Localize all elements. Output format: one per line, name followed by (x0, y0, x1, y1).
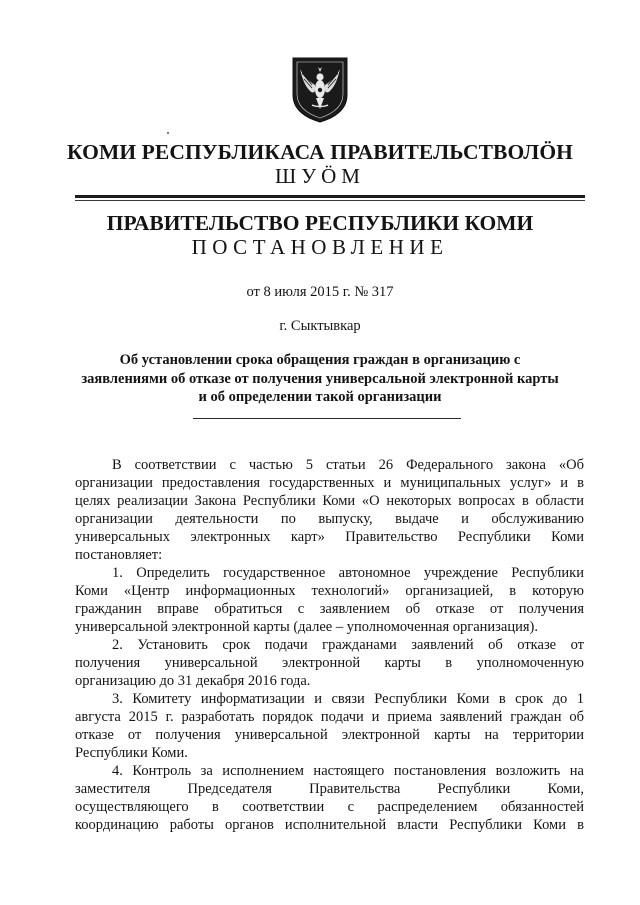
body-text-line: В соответствии с частью 5 статьи 26 Федерального закона «Об (112, 457, 584, 473)
body-text-line: 1. Определить государственное автономное учреждение Республики (112, 565, 584, 581)
body-text-line: Коми «Центр информационных технологий» организацией, в которую (75, 583, 584, 599)
body-text-line: универсальной электронной карты (далее – уполномоченная организация). (75, 619, 538, 635)
header-russian-line1: ПРАВИТЕЛЬСТВО РЕСПУБЛИКИ КОМИ (106, 211, 534, 235)
header-komi-line1: КОМИ РЕСПУБЛИКАСА ПРАВИТЕЛЬСТВОЛÖН (66, 140, 573, 164)
body-text-line: получения универсальной электронной карты в уполномоченную (75, 655, 584, 671)
body-text-line: постановляет: (75, 547, 163, 563)
body-text-line: организации деятельности по выпуску, выдаче и обслуживанию (75, 511, 584, 527)
header-komi-line2: ШУÖМ (275, 164, 365, 188)
body-text-line: заместителя Председателя Правительства Республики Коми, (75, 781, 584, 797)
document-title-line: Об установлении срока обращения граждан в организацию с (119, 352, 521, 368)
body-text-line: 2. Установить срок подачи гражданами заявлений об отказе от (112, 637, 584, 653)
body-text-line: гражданин вправе обратиться с заявлением об отказе от получения (75, 601, 584, 617)
body-text-line: организации предоставления государственных и муниципальных услуг» и в (75, 475, 584, 491)
body-text-line: координацию работы органов исполнительной власти Республики Коми в (75, 817, 584, 833)
document-city: г. Сыктывкар (279, 318, 361, 334)
body-text-line: осуществляющего в соответствии с распределением обязанностей (75, 799, 584, 815)
body-text-line: 4. Контроль за исполнением настоящего постановления возложить на (112, 763, 584, 779)
body-text-line: Республики Коми. (75, 745, 188, 761)
body-text-line: 3. Комитету информатизации и связи Республики Коми в срок до 1 (112, 691, 584, 707)
body-text-line: отказе от получения универсальной электронной карты на территории (75, 727, 584, 743)
header-russian-line2: ПОСТАНОВЛЕНИЕ (191, 235, 449, 259)
scan-speck (167, 132, 169, 134)
body-text-line: целях реализации Закона Республики Коми «О некоторых вопросах в области (75, 493, 584, 509)
body-text-line: организацию до 31 декабря 2016 года. (75, 673, 311, 689)
document-title-line: и об определении такой организации (198, 389, 442, 405)
document-title-line: заявлениями об отказе от получения универсальной электронной карты (81, 371, 559, 387)
title-underline (193, 418, 461, 419)
document-date-number: от 8 июля 2015 г. № 317 (246, 284, 394, 300)
body-text-line: универсальных электронных карт» Правительство Республики Коми (75, 529, 584, 545)
komi-coat-of-arms-emblem (290, 55, 350, 123)
header-divider-thin (75, 200, 585, 201)
body-text-line: августа 2015 г. разработать порядок подачи и приема заявлений граждан об (75, 709, 584, 725)
header-divider-thick (75, 195, 585, 198)
